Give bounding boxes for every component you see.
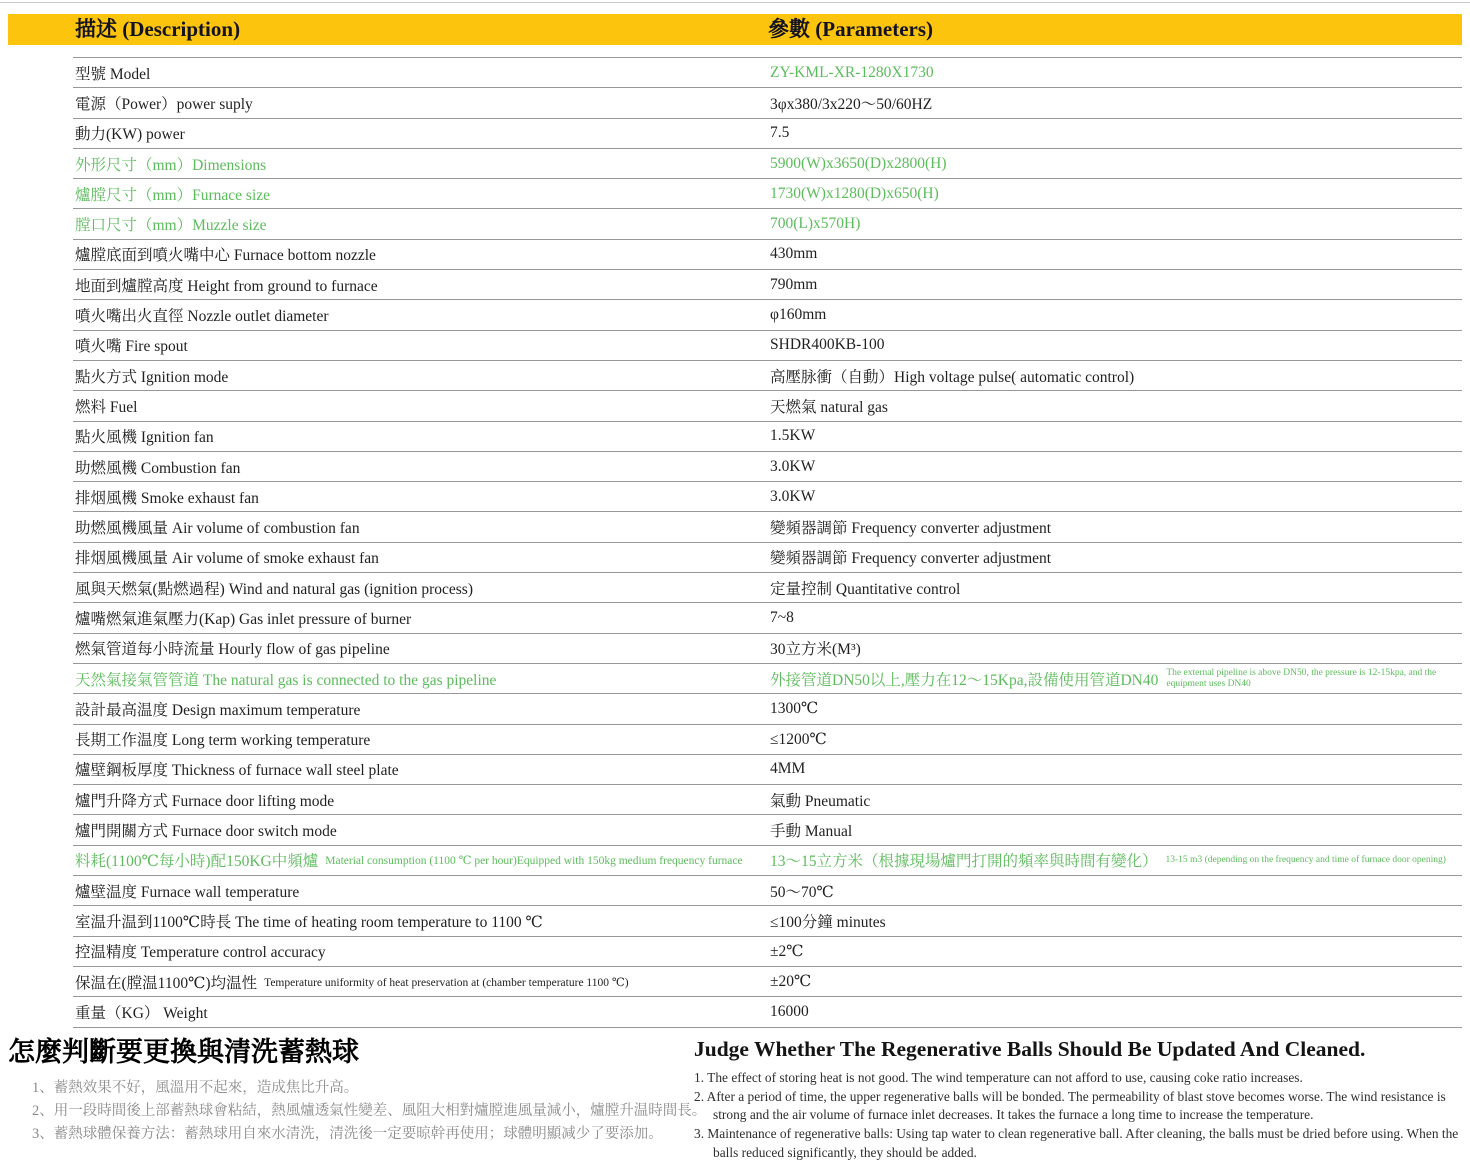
description-text: 外形尺寸（mm）Dimensions (75, 156, 267, 174)
table-row (73, 118, 1462, 148)
description-cell (73, 213, 770, 235)
table-row (73, 633, 1462, 663)
description-cell (73, 516, 770, 538)
description-text: 長期工作温度 Long term working temperature (75, 732, 371, 750)
parameter-text: 手動 Manual (770, 823, 853, 841)
parameter-cell (770, 427, 1462, 445)
table-row (73, 299, 1462, 329)
parameter-cell (770, 849, 1462, 871)
parameter-text: 5900(W)x3650(D)x2800(H) (770, 154, 947, 172)
description-cell (73, 122, 770, 144)
top-divider (0, 2, 1470, 3)
notes-en-list (694, 1069, 1464, 1163)
parameter-cell (770, 910, 1462, 932)
parameter-text: ≤100分鐘 minutes (770, 913, 886, 931)
table-row (73, 814, 1462, 844)
parameter-cell (770, 185, 1462, 203)
parameter-text: 高壓脉衝（自動）High voltage pulse( automatic control) (770, 368, 1135, 386)
parameter-text: 氣動 Pneumatic (770, 792, 871, 810)
description-cell (73, 425, 770, 447)
parameter-text: 16000 (770, 1002, 809, 1020)
parameter-text: 30立方米(M³) (770, 641, 861, 659)
parameter-subtext: The external pipeline is above DN50, the pressure is 12-15kpa, and the equipment uses DN40 (1166, 667, 1437, 689)
parameter-cell (770, 789, 1462, 811)
parameter-text: 定量控制 Quantitative control (770, 580, 961, 598)
description-text: 助燃風機風量 Air volume of combustion fan (75, 520, 360, 538)
description-cell (73, 183, 770, 205)
parameter-cell (770, 488, 1462, 506)
description-text: 噴火嘴 Fire spout (75, 338, 188, 356)
table-row (73, 87, 1462, 117)
description-text: 助燃風機 Combustion fan (75, 459, 241, 477)
parameter-cell (770, 306, 1462, 324)
notes-en-title: Judge Whether The Regenerative Balls Should Be Updated And Cleaned. (694, 1037, 1366, 1061)
parameter-text: 4MM (770, 760, 806, 778)
parameter-cell (770, 245, 1462, 263)
description-text: 地面到爐膛高度 Height from ground to furnace (75, 277, 378, 295)
parameter-cell (770, 546, 1462, 568)
description-cell (73, 62, 770, 84)
description-text: 排烟風機 Smoke exhaust fan (75, 489, 259, 507)
description-cell (73, 698, 770, 720)
table-row (73, 511, 1462, 541)
parameter-text: ±20℃ (770, 973, 812, 991)
notes-en (668, 1036, 1470, 1163)
description-text: 爐膛底面到噴火嘴中心 Furnace bottom nozzle (75, 247, 376, 265)
parameter-text: 1.5KW (770, 427, 816, 445)
table-row (73, 693, 1462, 723)
notes-zh-list (8, 1077, 707, 1146)
description-text: 電源（Power）power suply (75, 95, 253, 113)
parameter-text: 700(L)x570H) (770, 215, 861, 233)
table-row (73, 966, 1462, 996)
table-row (73, 663, 1462, 693)
parameter-text: 變頻器調節 Frequency converter adjustment (770, 520, 1052, 538)
description-cell (73, 546, 770, 568)
parameter-text: 1730(W)x1280(D)x650(H) (770, 184, 939, 202)
parameter-text: φ160mm (770, 306, 827, 324)
description-text: 排烟風機風量 Air volume of smoke exhaust fan (75, 550, 379, 568)
parameter-text: ±2℃ (770, 942, 804, 960)
description-text: 膛口尺寸（mm）Muzzle size (75, 217, 267, 235)
description-cell (73, 243, 770, 265)
description-text: 風與天燃氣(點燃過程) Wind and natural gas (ignition process) (75, 580, 473, 598)
table-row (73, 178, 1462, 208)
description-text: 型號 Model (75, 65, 151, 83)
parameter-text: 430mm (770, 245, 818, 263)
description-cell (73, 880, 770, 902)
table-row (73, 330, 1462, 360)
description-cell (73, 910, 770, 932)
spec-table (73, 57, 1462, 1028)
table-row (73, 57, 1462, 87)
table-row (73, 239, 1462, 269)
description-cell (73, 486, 770, 508)
parameter-cell (770, 819, 1462, 841)
notes-en-item: 2. After a period of time, the upper regenerative balls will be bonded. The permeability of blast stove becomes worse. The wind resistance is strong and the air volume of furnace inlet decreases. It takes the furnace a long time to increase the temperature. (694, 1088, 1446, 1123)
notes-zh (0, 1036, 707, 1163)
parameter-cell (770, 760, 1462, 778)
description-subtext: Temperature uniformity of heat preservation at (chamber temperature 1100 ℃) (264, 976, 629, 989)
description-cell (73, 789, 770, 811)
description-text: 點火方式 Ignition mode (75, 368, 229, 386)
notes-zh-item: 2、用一段時間後上部蓄熱球會粘結，熱風爐透氣性變差、風阻大相對爐膛進風量減小，爐膛升温時間長。 (32, 1103, 707, 1120)
parameter-cell (770, 516, 1462, 538)
description-cell (73, 607, 770, 629)
description-cell (73, 92, 770, 114)
notes-zh-item: 3、蓄熱球體保養方法：蓄熱球用自來水清洗，清洗後一定要晾幹再使用；球體明顯减少了要添加。 (32, 1126, 663, 1143)
description-text: 控温精度 Temperature control accuracy (75, 944, 326, 962)
table-header-bar (8, 14, 1462, 45)
parameter-text: 外接管道DN50以上,壓力在12～15Kpa,設備使用管道DN40 (770, 671, 1159, 689)
description-cell (73, 728, 770, 750)
parameter-cell (770, 637, 1462, 659)
parameter-text: 天燃氣 natural gas (770, 398, 888, 416)
parameter-cell (770, 92, 1462, 114)
parameter-cell (770, 1003, 1462, 1021)
description-text: 爐壁温度 Furnace wall temperature (75, 883, 300, 901)
description-cell (73, 849, 770, 871)
parameter-cell (770, 609, 1462, 627)
description-cell (73, 334, 770, 356)
description-column-header: 描述 (Description) (75, 17, 241, 41)
description-text: 料耗(1100℃每小時)配150KG中頻爐 (75, 853, 319, 871)
parameter-cell (770, 458, 1462, 476)
description-text: 燃料 Fuel (75, 398, 138, 416)
parameter-cell (770, 880, 1462, 902)
table-row (73, 724, 1462, 754)
description-cell (73, 577, 770, 599)
description-text: 重量（KG） Weight (75, 1004, 208, 1022)
parameter-text: 7.5 (770, 124, 790, 142)
parameter-text: 3.0KW (770, 487, 816, 505)
description-text: 爐門開關方式 Furnace door switch mode (75, 823, 337, 841)
table-row (73, 390, 1462, 420)
notes-zh-title: 怎麼判斷要更換與清洗蓄熱球 (8, 1037, 359, 1067)
table-row (73, 905, 1462, 935)
description-cell (73, 304, 770, 326)
description-text: 燃氣管道每小時流量 Hourly flow of gas pipeline (75, 641, 390, 659)
description-text: 保温在(膛温1100℃)均温性 (75, 974, 258, 992)
table-row (73, 875, 1462, 905)
parameter-text: SHDR400KB-100 (770, 336, 885, 354)
table-row (73, 451, 1462, 481)
parameter-text: 50～70℃ (770, 883, 834, 901)
description-cell (73, 274, 770, 296)
parameter-cell (770, 155, 1462, 173)
table-row (73, 542, 1462, 572)
parameter-text: 7~8 (770, 608, 794, 626)
parameter-cell (770, 699, 1462, 718)
description-cell (73, 153, 770, 175)
description-cell (73, 819, 770, 841)
description-cell (73, 637, 770, 659)
notes-section (0, 1036, 1470, 1163)
parameter-cell (770, 942, 1462, 961)
parameter-cell (770, 668, 1462, 690)
description-text: 爐膛尺寸（mm）Furnace size (75, 186, 271, 204)
table-row (73, 572, 1462, 602)
description-text: 設計最高温度 Design maximum temperature (75, 701, 361, 719)
description-cell (73, 395, 770, 417)
description-cell (73, 758, 770, 780)
table-row (73, 481, 1462, 511)
description-cell (73, 668, 770, 690)
description-text: 點火風機 Ignition fan (75, 429, 214, 447)
table-row (73, 996, 1462, 1026)
table-row (73, 784, 1462, 814)
table-row (73, 148, 1462, 178)
parameter-cell (770, 64, 1462, 82)
table-row (73, 936, 1462, 966)
table-row (73, 208, 1462, 238)
description-text: 天然氣接氣管管道 The natural gas is connected to the gas pipeline (75, 671, 497, 689)
table-row (73, 602, 1462, 632)
parameter-text: 3.0KW (770, 457, 816, 475)
parameter-text: 13～15立方米（根據現場爐門打開的頻率與時間有變化） (770, 853, 1158, 871)
parameter-cell (770, 365, 1462, 387)
description-cell (73, 940, 770, 962)
description-text: 噴火嘴出火直徑 Nozzle outlet diameter (75, 308, 329, 326)
parameter-cell (770, 577, 1462, 599)
parameter-cell (770, 972, 1462, 991)
parameter-subtext: 13-15 m3 (depending on the frequency and time of furnace door opening) (1165, 855, 1446, 866)
description-cell (73, 456, 770, 478)
parameter-cell (770, 276, 1462, 294)
parameter-cell (770, 730, 1462, 749)
parameter-cell (770, 124, 1462, 142)
table-row (73, 421, 1462, 451)
description-text: 爐門升降方式 Furnace door lifting mode (75, 792, 335, 810)
description-text: 爐嘴燃氣進氣壓力(Kap) Gas inlet pressure of burner (75, 610, 412, 628)
parameter-text: ZY-KML-XR-1280X1730 (770, 63, 934, 81)
parameter-cell (770, 395, 1462, 417)
table-row (73, 754, 1462, 784)
table-row (73, 269, 1462, 299)
parameter-cell (770, 215, 1462, 233)
notes-en-item: 3. Maintenance of regenerative balls: Using tap water to clean regenerative ball. After cleaning, the balls must be dried before using. When the balls reduced significantly, they should be added. (694, 1126, 1459, 1161)
notes-en-item: 1. The effect of storing heat is not good. The wind temperature can not afford to use, causing coke ratio increases. (694, 1069, 1303, 1085)
parameter-text: ≤1200℃ (770, 730, 827, 748)
notes-zh-item: 1、蓄熱效果不好，風溫用不起來，造成焦比升高。 (32, 1080, 359, 1097)
description-subtext: Material consumption (1100 ℃ per hour)Equipped with 150kg medium frequency furnace (325, 855, 743, 868)
description-cell (73, 971, 770, 993)
parameter-text: 1300℃ (770, 700, 819, 718)
parameters-column-header: 參數 (Parameters) (768, 17, 934, 41)
table-row (73, 845, 1462, 875)
description-text: 室温升温到1100℃時長 The time of heating room temperature to 1100 ℃ (75, 913, 543, 931)
parameter-cell (770, 336, 1462, 354)
parameter-text: 790mm (770, 275, 818, 293)
description-cell (73, 365, 770, 387)
parameter-text: 3φx380/3x220～50/60HZ (770, 95, 933, 113)
description-text: 爐壁鋼板厚度 Thickness of furnace wall steel plate (75, 762, 399, 780)
table-row (73, 360, 1462, 390)
description-cell (73, 1001, 770, 1023)
description-text: 動力(KW) power (75, 126, 185, 144)
parameter-text: 變頻器調節 Frequency converter adjustment (770, 550, 1052, 568)
